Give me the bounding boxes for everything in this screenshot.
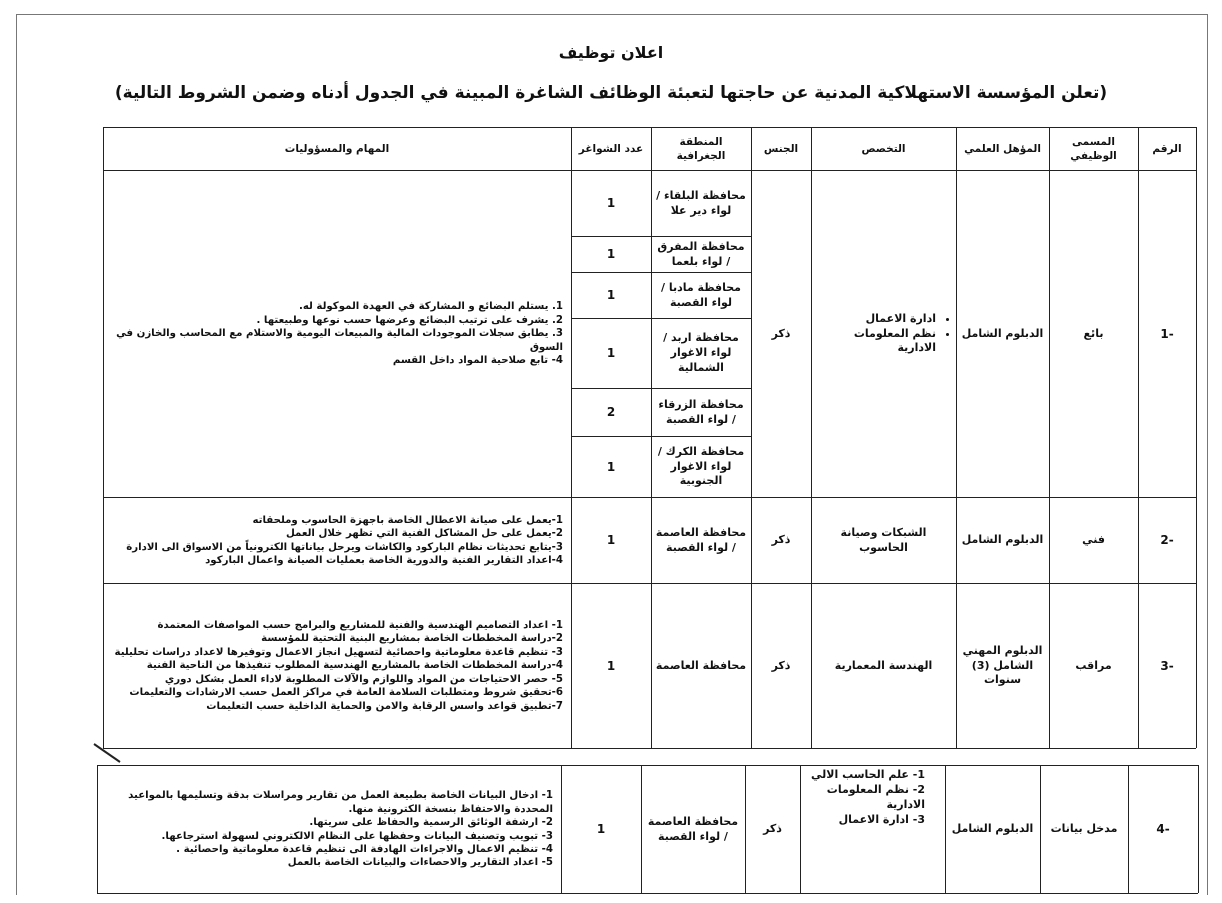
row-2-region: محافظة العاصمة / لواء القصبة <box>655 525 747 554</box>
row-2-job-title: فني <box>1082 533 1105 547</box>
header-vacancies: عدد الشواغر <box>578 142 644 155</box>
duty-item: 2. يشرف على ترتيب البضائع وعرضها حسب نوعها وطبيعتها . <box>256 314 563 326</box>
duty-item: 1- اعداد التصاميم الهندسية والفنية للمشاريع والبرامج حسب المواصفات المعتمدة <box>157 619 563 631</box>
row-1-region-2: محافظة المفرق / لواء بلعما <box>657 239 745 268</box>
grid-line <box>103 748 1196 749</box>
duty-item: 5- حصر الاحتياجات من المواد واللوازم والآلات المطلوبة لاداء العمل بشكل دوري <box>164 673 563 685</box>
row-1-duties <box>104 171 571 497</box>
duty-item: 3- تنظيم قاعدة معلوماتية واحصائية لتسهيل انجاز الاعمال وتوفيرها لاعداد دراسات تحليلية <box>114 646 563 658</box>
grid-line <box>1198 765 1199 893</box>
row-3-qualification: الدبلوم المهني الشامل (3) سنوات <box>962 643 1043 687</box>
row-1-count-1: 1 <box>606 196 616 211</box>
row-3-region: محافظة العاصمة <box>655 658 747 672</box>
duty-item: 1. يستلم البضائع و المشاركة في العهدة الموكولة له. <box>299 301 563 313</box>
row-3-duties <box>104 584 571 748</box>
duty-item: 3- تبويب وتصنيف البيانات وحفظها على النظام الالكتروني لسهولة استرجاعها. <box>161 830 553 842</box>
duty-item: 7-تطبيق قواعد واسس الرقابة والامن والحماية الداخلية حسب التعليمات <box>206 700 563 712</box>
row-4-region: محافظة العاصمة / لواء القصبة <box>647 814 739 843</box>
row-1-count-6: 1 <box>606 459 616 474</box>
row-4-job-title: مدخل بيانات <box>1050 822 1118 836</box>
row-3-gender: ذكر <box>771 658 791 672</box>
row-2-no: -2 <box>1160 533 1174 548</box>
duty-item: 4- تنظيم الاعمال والاجراءات الهادفة الى تنظيم قاعدة معلوماتية واحصائية . <box>176 843 553 855</box>
duty-item: 1-يعمل على صيانة الاعطال الخاصة باجهزة الحاسوب وملحقاته <box>252 514 563 526</box>
row-1-no: -1 <box>1160 326 1174 341</box>
duty-item: 1- ادخال البيانات الخاصة بطبيعة العمل من تقارير ومراسلات بدقة وتسليمها بالمواعيد المحددة والاحتفاظ بنسخة الكترونية منها. <box>128 790 553 815</box>
row-1-count-5: 2 <box>606 405 616 420</box>
duty-item: 2- ارشفة الوثائق الرسمية والحفاظ على سريتها. <box>309 817 553 829</box>
row-4-count: 1 <box>596 822 606 837</box>
row-1-region-3: محافظة مادبا / لواء القصبة <box>661 280 741 309</box>
row-2-duties <box>104 498 571 583</box>
row-4-qualification: الدبلوم الشامل <box>951 822 1034 836</box>
header-duties: المهام والمسؤوليات <box>284 142 390 155</box>
row-1-gender: ذكر <box>771 326 791 340</box>
duty-item: 2-يعمل على حل المشاكل الفنية التي تظهر خلال العمل <box>285 528 563 540</box>
row-1-count-2: 1 <box>606 247 616 262</box>
row-1-region-5: محافظة الزرقاء / لواء القصبة <box>658 397 744 426</box>
row-4-no: -4 <box>1156 822 1170 837</box>
row-1-region-6: محافظة الكرك / لواء الاغوار الجنوبية <box>657 444 745 488</box>
specialization-item: • ادارة الاعمال <box>815 312 936 327</box>
announcement-subtitle: (تعلن المؤسسة الاستهلاكية المدنية عن حاجتها لتعبئة الوظائف الشاغرة المبينة في الجدول أدناه وضمن الشروط التالية) <box>114 83 1108 103</box>
row-3-no: -3 <box>1160 658 1174 673</box>
grid-line <box>1196 127 1197 748</box>
header-qualification: المؤهل العلمي <box>964 142 1041 155</box>
row-2-count: 1 <box>606 533 616 548</box>
duty-item: 4- تابع صلاحية المواد داخل القسم <box>392 355 563 367</box>
header-no: الرقم <box>1152 142 1182 155</box>
duty-item: 5- اعداد التقارير والاحصاءات والبيانات الخاصة بالعمل <box>287 857 553 869</box>
row-1-region-1: محافظة البلقاء / لواء دير علا <box>656 188 746 217</box>
row-1-count-3: 1 <box>606 288 616 303</box>
header-gender: الجنس <box>763 142 799 155</box>
scan-mark <box>92 742 122 764</box>
specialization-item: 1- علم الحاسب الالي <box>811 768 925 781</box>
duty-item: 4-اعداد التقارير الفنية والدورية الخاصة بعمليات الصيانة واعمال الباركود <box>205 554 563 566</box>
row-4-gender: ذكر <box>763 822 782 836</box>
header-region: المنطقة الجغرافية <box>676 135 726 162</box>
specialization-item: 2- نظم المعلومات الادارية <box>826 782 925 811</box>
row-2-qualification: الدبلوم الشامل <box>961 533 1044 547</box>
duty-item: 3. يطابق سجلات الموجودات المالية والمبيعات اليومية والاستلام مع المحاسب والخازن في السوق <box>116 328 563 353</box>
announcement-title: اعلان توظيف <box>558 43 664 62</box>
row-1-count-4: 1 <box>606 346 616 361</box>
row-1-region-4: محافظة اربد / لواء الاغوار الشمالية <box>663 331 739 374</box>
row-3-count: 1 <box>606 658 616 673</box>
duty-item: 2-دراسة المخططات الخاصة بمشاريع البنية التحتية للمؤسسة <box>261 633 563 645</box>
header-specialization: التخصص <box>861 142 906 155</box>
row-4-specialization <box>800 766 945 846</box>
duty-item: 6-تحقيق شروط ومتطلبات السلامة العامة في مراكز العمل حسب الارشادات والتعليمات <box>129 687 563 699</box>
row-3-job-title: مراقب <box>1075 658 1112 672</box>
header-job-title: المسمى الوظيفي <box>1070 135 1117 162</box>
specialization-item: 3- ادارة الاعمال <box>838 812 925 826</box>
row-4-duties <box>98 766 561 893</box>
grid-line <box>97 893 1198 894</box>
specialization-item: • نظم المعلومات الادارية <box>815 327 936 357</box>
duty-item: 3-يتابع تحديثات نظام الباركود والكاشات ويرحل بياناتها الكترونياً من الاسواق الى الادارة <box>126 541 563 553</box>
row-3-specialization: الهندسة المعمارية <box>834 658 933 672</box>
duty-item: 4-دراسة المخططات الخاصة بالمشاريع الهندسية المطلوب تنفيذها من الناحية الفنية <box>146 660 563 672</box>
row-1-job-title: بائع <box>1083 326 1104 340</box>
row-1-qualification: الدبلوم الشامل <box>961 326 1044 340</box>
row-2-gender: ذكر <box>771 533 791 547</box>
row-1-specialization <box>811 171 956 497</box>
row-2-specialization: الشبكات وصيانة الحاسوب <box>840 525 927 554</box>
